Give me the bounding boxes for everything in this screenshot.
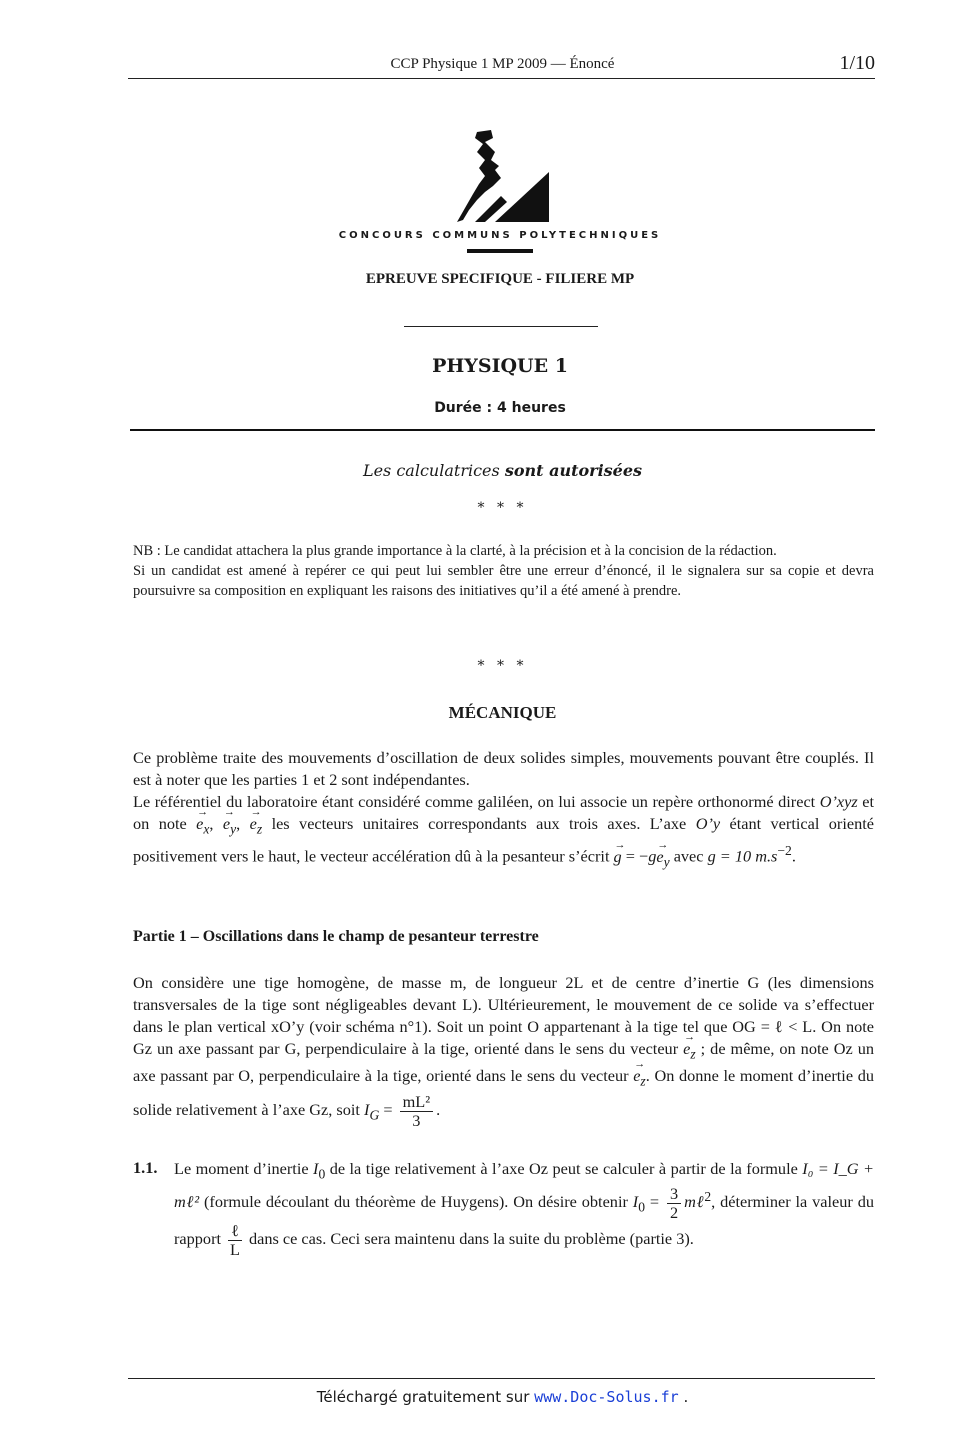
duration: Durée : 4 heures [434,400,566,416]
short-divider [404,326,598,327]
section-title: MÉCANIQUE [448,703,557,722]
question-number: 1.1. [133,1158,158,1177]
doc-solus-link[interactable]: www.Doc-Solus.fr [534,1388,679,1406]
header-rule [128,78,875,79]
vector-ex: → $e_x$ [196,813,209,840]
partie-1-title: Partie 1 – Oscillations dans le champ de pesanteur terrestre [133,928,539,945]
footer-text: Téléchargé gratuitement sur [316,1388,530,1406]
vector-g: → g [614,846,622,868]
epreuve-title: EPREUVE SPECIFIQUE - FILIERE MP [365,271,635,287]
calc-bold: sont autorisées [504,461,643,480]
question-1-1: Le moment d’inertie $I_0$ de la tige relativement à l’axe Oz peut se calculer à partir de la formule I₀ = I_G + mℓ² (formule découlant du théorème de Huygens). On désire obtenir $I_0$ = $\frac{3}{2}$ mℓ$^2$, déterminer la valeur du rapport $\frac{\text{ℓ}}{L}$ dans ce cas. Ceci sera maintenu dans la suite du problème (partie 3). [174,1159,875,1260]
vector-ez: → $e_z$ [633,1065,646,1092]
ccp-logo-icon [455,130,550,225]
vector-ey: → $e_y$ [223,813,236,840]
running-header [130,54,875,78]
partie-1-intro: On considère une tige homogène, de masse m, de longueur 2L et de centre d’inertie G (les dimensions transversales de la tige sont négligeables devant L). Ultérieurement, le mouvement de ce solide va s’effectuer dans le plan vertical xO’y (voir schéma n°1). Soit un point O appartenant à la tige tel que OG = ℓ < L. On note Gz un axe passant par G, perpendiculaire à la tige, orienté dans le sens du vecteur → $e_z$ ; de même, on note Oz un axe passant par O, perpendiculaire à la tige, orienté dans le sens du vecteur → $e_z$. On donne le moment d’inertie du solide relativement à l’axe Gz, soit $I_G$ = $\frac{\text{mL²}}{3}$ . [133,972,874,1130]
running-title: CCP Physique 1 MP 2009 — Énoncé [390,56,615,72]
target-fraction: $\frac{3}{2}$ [667,1185,681,1222]
vector-ez: → $e_z$ [683,1038,696,1065]
logo-underline [467,249,533,253]
footer: Téléchargé gratuitement sur www.Doc-Solus.fr . [316,1388,689,1406]
nb-paragraph-1: NB : Le candidat attachera la plus grande importance à la clarté, à la précision et à la concision de la rédaction. [133,543,777,559]
vector-ez: → $e_z$ [250,813,263,840]
intro-block [133,747,874,873]
calculator-notice [130,461,875,480]
logo-text: CONCOURS COMMUNS POLYTECHNIQUES [338,230,662,241]
footer-rule [128,1378,875,1379]
ig-fraction: $\frac{\text{mL²}}{3}$ [400,1093,434,1130]
calc-italic: Les calculatrices [362,461,500,480]
subject-title: PHYSIQUE 1 [432,355,568,377]
stars-separator: * * * [477,500,528,516]
huygens-formula: I₀ = I_G + mℓ² [174,1159,874,1212]
nb-paragraph-2: Si un candidat est amené à repérer ce qui peut lui sembler être une erreur d’énoncé, il le signalera sur sa copie et devra poursuivre sa composition en expliquant les raisons des initiatives qu’il a été amené à prendre. [133,562,874,599]
nb-block [133,542,874,601]
intro-paragraph-1: Ce problème traite des mouvements d’oscillation de deux solides simples, mouvements pouvant être couplés. Il est à noter que les parties 1 et 2 sont indépendantes. [133,748,874,789]
thick-divider [130,429,875,431]
stars-separator: * * * [477,658,528,674]
ratio-fraction: $\frac{\text{ℓ}}{L}$ [230,1221,240,1260]
page-number: 1/10 [839,52,875,74]
intro-paragraph-2: Le référentiel du laboratoire étant considéré comme galiléen, on lui associe un repère orthonormé direct O’xyz et on note → $e_x$, → $e_y$, → $e_z$ les vecteurs unitaires correspondants aux trois axes. L’axe O’y étant vertical orienté positivement vers le haut, le vecteur accélération dû à la pesanteur s’écrit → $g = -g\to e_y$ avec g = 10 $m.s^{-2}$. [133,791,874,873]
